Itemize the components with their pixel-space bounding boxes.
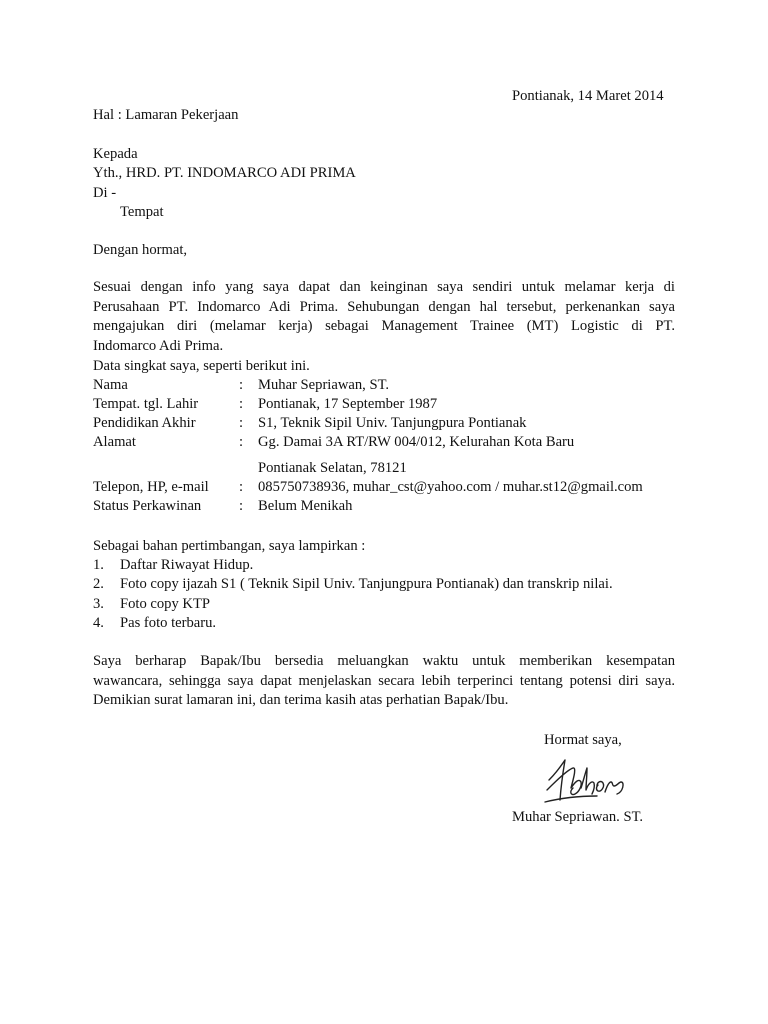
subject-line: Hal : Lamaran Pekerjaan — [93, 107, 239, 123]
data-value: S1, Teknik Sipil Univ. Tanjungpura Pontianak — [258, 415, 527, 431]
list-item: Pas foto terbaru. — [120, 615, 217, 631]
data-value: Gg. Damai 3A RT/RW 004/012, Kelurahan Kota Baru — [258, 434, 575, 450]
data-separator: : — [239, 498, 244, 514]
place-date: Pontianak, 14 Maret 2014 — [512, 88, 664, 104]
closing-line: Demikian surat lamaran ini, dan terima kasih atas perhatian Bapak/Ibu. — [93, 692, 509, 709]
data-value: Muhar Sepriawan, ST. — [258, 377, 390, 393]
salutation: Dengan hormat, — [93, 242, 188, 258]
data-label: Pendidikan Akhir — [93, 415, 196, 431]
recipient-kepada: Kepada — [93, 146, 138, 162]
closing-line: Saya berharap Bapak/Ibu bersedia meluangkan waktu untuk memberikan kesempatan — [93, 653, 675, 669]
intro-line: Perusahaan PT. Indomarco Adi Prima. Sehubungan dengan hal tersebut, perkenankan saya — [93, 298, 675, 315]
closing-paragraph — [93, 652, 675, 711]
data-separator: : — [239, 434, 244, 450]
list-item: Foto copy ijazah S1 ( Teknik Sipil Univ. Tanjungpura Pontianak) dan transkrip nilai. — [120, 576, 613, 592]
data-separator: : — [239, 377, 244, 393]
closing-line: wawancara, sehingga saya dapat menjelaskan secara lebih terperinci tentang potensi diri saya. — [93, 672, 675, 689]
list-item-number: 4. — [93, 615, 104, 631]
data-label: Tempat. tgl. Lahir — [93, 396, 199, 412]
intro-line: mengajukan diri (melamar kerja) sebagai Management Trainee (MT) Logistic di PT. — [93, 318, 675, 335]
data-label: Telepon, HP, e-mail — [93, 479, 209, 495]
recipient-di: Di - — [93, 185, 117, 201]
list-item-number: 1. — [93, 557, 104, 573]
data-value: Belum Menikah — [258, 498, 353, 514]
list-item: Daftar Riwayat Hidup. — [120, 557, 254, 573]
intro-line: Sesuai dengan info yang saya dapat dan keinginan saya sendiri untuk melamar kerja di — [93, 279, 675, 295]
data-separator: : — [239, 415, 244, 431]
recipient-tempat: Tempat — [120, 204, 164, 220]
signatory-name: Muhar Sepriawan. ST. — [512, 809, 644, 825]
recipient-addressee: Yth., HRD. PT. INDOMARCO ADI PRIMA — [93, 165, 356, 181]
list-item-number: 2. — [93, 576, 104, 592]
list-item-number: 3. — [93, 596, 104, 612]
data-label: Nama — [93, 377, 128, 393]
data-value: Pontianak, 17 September 1987 — [258, 396, 438, 412]
handwritten-signature — [541, 752, 631, 810]
attachments-intro: Sebagai bahan pertimbangan, saya lampirkan : — [93, 538, 366, 554]
signature-drawing — [541, 752, 631, 810]
data-value: Pontianak Selatan, 78121 — [258, 460, 407, 476]
data-label: Status Perkawinan — [93, 498, 202, 514]
data-label: Alamat — [93, 434, 136, 450]
data-value: 085750738936, muhar_cst@yahoo.com / muhar.st12@gmail.com — [258, 479, 643, 495]
data-intro: Data singkat saya, seperti berikut ini. — [93, 358, 310, 374]
sign-off: Hormat saya, — [544, 732, 622, 748]
data-separator: : — [239, 479, 244, 495]
intro-line: Indomarco Adi Prima. — [93, 337, 224, 354]
list-item: Foto copy KTP — [120, 596, 210, 612]
data-separator: : — [239, 396, 244, 412]
intro-paragraph — [93, 278, 675, 356]
